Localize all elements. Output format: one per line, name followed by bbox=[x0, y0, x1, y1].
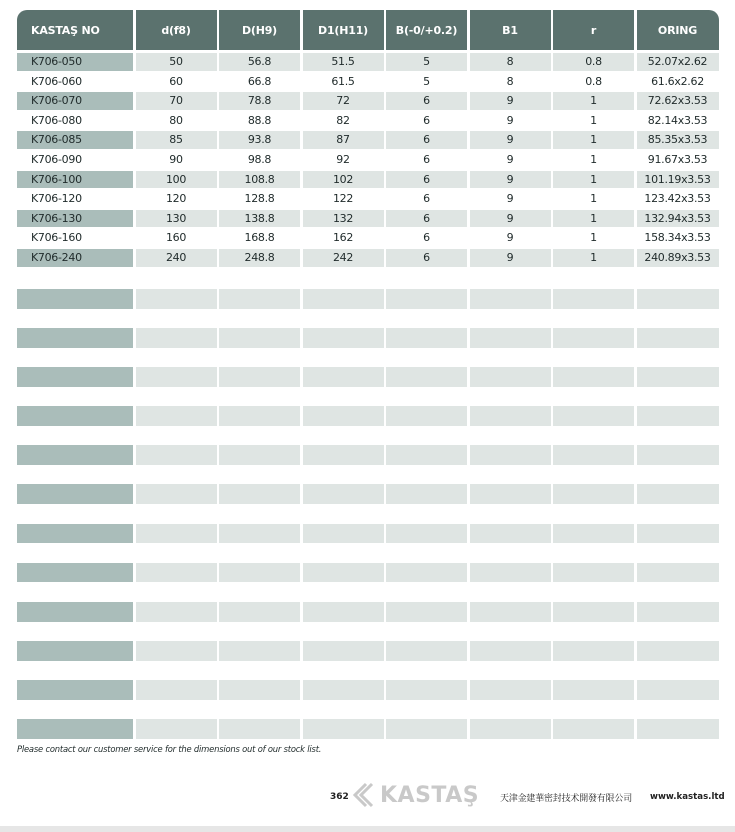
table-cell: 90 bbox=[136, 151, 217, 169]
blank-cell bbox=[303, 641, 384, 661]
table-row-cell-wrap bbox=[303, 53, 384, 73]
blank-cell bbox=[637, 367, 719, 387]
table-row-cell-wrap bbox=[386, 171, 467, 191]
blank-cell bbox=[219, 680, 300, 700]
table-cell: 6 bbox=[386, 151, 467, 169]
table-row-cell-wrap bbox=[219, 210, 300, 230]
blank-cell bbox=[17, 524, 133, 544]
blank-cell bbox=[17, 719, 133, 739]
table-cell: 6 bbox=[386, 131, 467, 149]
table-row-cell-wrap bbox=[303, 112, 384, 132]
blank-cell bbox=[17, 641, 133, 661]
table-cell: 123.42x3.53 bbox=[637, 190, 719, 208]
blank-cell bbox=[303, 602, 384, 622]
table-cell: 240.89x3.53 bbox=[637, 249, 719, 267]
table-cell: 9 bbox=[470, 131, 551, 149]
table-row-cell-wrap bbox=[386, 151, 467, 171]
table-cell: 9 bbox=[470, 210, 551, 228]
table-cell: 78.8 bbox=[219, 92, 300, 110]
table-row-cell-wrap bbox=[17, 151, 133, 171]
table-cell: 1 bbox=[553, 249, 634, 267]
table-row-cell-wrap bbox=[136, 53, 217, 73]
table-cell: 6 bbox=[386, 171, 467, 189]
table-cell: 1 bbox=[553, 210, 634, 228]
part-number-cell: K706-050 bbox=[17, 53, 133, 71]
table-row-cell-wrap bbox=[386, 112, 467, 132]
table-cell: 60 bbox=[136, 73, 217, 91]
blank-cell bbox=[219, 524, 300, 544]
column-header: ORING bbox=[637, 10, 719, 50]
table-row-cell-wrap bbox=[303, 171, 384, 191]
kastas-logo bbox=[352, 782, 479, 808]
blank-cell bbox=[136, 289, 217, 309]
part-number-cell: K706-160 bbox=[17, 229, 133, 247]
table-row-cell-wrap bbox=[553, 171, 634, 191]
table-cell: 240 bbox=[136, 249, 217, 267]
table-row-cell-wrap bbox=[17, 210, 133, 230]
logo-text: KASTAŞ bbox=[380, 782, 480, 808]
table-row-cell-wrap bbox=[219, 131, 300, 151]
table-cell: 8 bbox=[470, 53, 551, 71]
table-cell: 88.8 bbox=[219, 112, 300, 130]
table-row-cell-wrap bbox=[637, 73, 719, 93]
company-name: 天津金建華密封技术開發有限公司 bbox=[500, 794, 633, 804]
table-row-cell-wrap bbox=[470, 171, 551, 191]
blank-cell bbox=[553, 680, 634, 700]
table-row-cell-wrap bbox=[303, 73, 384, 93]
blank-cell bbox=[553, 602, 634, 622]
table-row-cell-wrap bbox=[553, 92, 634, 112]
blank-cell bbox=[553, 641, 634, 661]
blank-cell bbox=[637, 719, 719, 739]
table-row-cell-wrap bbox=[303, 190, 384, 210]
blank-cell bbox=[637, 680, 719, 700]
blank-cell bbox=[136, 367, 217, 387]
blank-cell bbox=[470, 406, 551, 426]
table-cell: 9 bbox=[470, 249, 551, 267]
table-row-cell-wrap bbox=[637, 131, 719, 151]
blank-cell bbox=[470, 484, 551, 504]
table-cell: 1 bbox=[553, 190, 634, 208]
blank-cell bbox=[386, 484, 467, 504]
table-cell: 8 bbox=[470, 73, 551, 91]
table-cell: 9 bbox=[470, 229, 551, 247]
table-row-cell-wrap bbox=[219, 92, 300, 112]
blank-cell bbox=[553, 445, 634, 465]
blank-cell bbox=[386, 328, 467, 348]
table-row-cell-wrap bbox=[553, 112, 634, 132]
part-number-cell: K706-090 bbox=[17, 151, 133, 169]
blank-cell bbox=[386, 563, 467, 583]
blank-cell bbox=[17, 563, 133, 583]
table-row-cell-wrap bbox=[470, 210, 551, 230]
table-cell: 122 bbox=[303, 190, 384, 208]
table-cell: 51.5 bbox=[303, 53, 384, 71]
table-row-cell-wrap bbox=[219, 249, 300, 269]
blank-cell bbox=[17, 680, 133, 700]
blank-cell bbox=[17, 602, 133, 622]
table-cell: 1 bbox=[553, 131, 634, 149]
table-row-cell-wrap bbox=[637, 112, 719, 132]
table-row-cell-wrap bbox=[303, 229, 384, 249]
table-cell: 9 bbox=[470, 151, 551, 169]
table-cell: 9 bbox=[470, 171, 551, 189]
blank-cell bbox=[637, 445, 719, 465]
table-row-cell-wrap bbox=[219, 171, 300, 191]
table-row-cell-wrap bbox=[386, 53, 467, 73]
table-row-cell-wrap bbox=[553, 131, 634, 151]
table-row-cell-wrap bbox=[219, 73, 300, 93]
table-cell: 5 bbox=[386, 53, 467, 71]
table-cell: 9 bbox=[470, 190, 551, 208]
table-row-cell-wrap bbox=[303, 210, 384, 230]
table-cell: 1 bbox=[553, 151, 634, 169]
blank-cell bbox=[219, 641, 300, 661]
table-row-cell-wrap bbox=[470, 229, 551, 249]
table-cell: 138.8 bbox=[219, 210, 300, 228]
table-row-cell-wrap bbox=[17, 73, 133, 93]
blank-cell bbox=[386, 289, 467, 309]
table-row-cell-wrap bbox=[386, 229, 467, 249]
blank-cell bbox=[386, 680, 467, 700]
blank-cell bbox=[637, 289, 719, 309]
blank-cell bbox=[219, 445, 300, 465]
table-row-cell-wrap bbox=[17, 249, 133, 269]
table-cell: 1 bbox=[553, 112, 634, 130]
table-row-cell-wrap bbox=[553, 151, 634, 171]
blank-cell bbox=[136, 328, 217, 348]
blank-cell bbox=[136, 719, 217, 739]
table-cell: 50 bbox=[136, 53, 217, 71]
table-row-cell-wrap bbox=[386, 92, 467, 112]
blank-cell bbox=[17, 445, 133, 465]
blank-cell bbox=[303, 406, 384, 426]
table-row-cell-wrap bbox=[470, 112, 551, 132]
blank-cell bbox=[303, 680, 384, 700]
column-header: B(-0/+0.2) bbox=[386, 10, 467, 50]
blank-cell bbox=[470, 719, 551, 739]
table-row-cell-wrap bbox=[136, 229, 217, 249]
blank-cell bbox=[470, 524, 551, 544]
blank-cell bbox=[470, 328, 551, 348]
table-row-cell-wrap bbox=[136, 210, 217, 230]
blank-cell bbox=[136, 445, 217, 465]
table-row-cell-wrap bbox=[219, 229, 300, 249]
table-cell: 132 bbox=[303, 210, 384, 228]
part-number-cell: K706-070 bbox=[17, 92, 133, 110]
blank-cell bbox=[553, 563, 634, 583]
table-row-cell-wrap bbox=[136, 112, 217, 132]
table-cell: 6 bbox=[386, 229, 467, 247]
blank-cell bbox=[219, 328, 300, 348]
table-row-cell-wrap bbox=[637, 190, 719, 210]
table-row-cell-wrap bbox=[17, 229, 133, 249]
blank-cell bbox=[553, 367, 634, 387]
website-link[interactable]: www.kastas.ltd bbox=[650, 792, 725, 802]
table-row-cell-wrap bbox=[470, 131, 551, 151]
table-row-cell-wrap bbox=[553, 210, 634, 230]
blank-cell bbox=[219, 289, 300, 309]
blank-cell bbox=[17, 406, 133, 426]
blank-cell bbox=[303, 563, 384, 583]
table-row-cell-wrap bbox=[386, 190, 467, 210]
table-cell: 242 bbox=[303, 249, 384, 267]
blank-cell bbox=[17, 484, 133, 504]
table-cell: 6 bbox=[386, 249, 467, 267]
table-cell: 85 bbox=[136, 131, 217, 149]
table-cell: 0.8 bbox=[553, 53, 634, 71]
blank-cell bbox=[637, 484, 719, 504]
table-cell: 98.8 bbox=[219, 151, 300, 169]
table-cell: 87 bbox=[303, 131, 384, 149]
table-row-cell-wrap bbox=[470, 73, 551, 93]
blank-cell bbox=[17, 367, 133, 387]
blank-cell bbox=[136, 563, 217, 583]
table-cell: 6 bbox=[386, 210, 467, 228]
blank-cell bbox=[637, 406, 719, 426]
blank-cell bbox=[303, 445, 384, 465]
table-row-cell-wrap bbox=[17, 171, 133, 191]
table-cell: 6 bbox=[386, 112, 467, 130]
blank-cell bbox=[386, 641, 467, 661]
table-cell: 82.14x3.53 bbox=[637, 112, 719, 130]
table-row-cell-wrap bbox=[470, 249, 551, 269]
part-number-cell: K706-240 bbox=[17, 249, 133, 267]
table-row-cell-wrap bbox=[553, 190, 634, 210]
table-row-cell-wrap bbox=[637, 229, 719, 249]
table-cell: 72 bbox=[303, 92, 384, 110]
blank-cell bbox=[136, 641, 217, 661]
blank-cell bbox=[470, 641, 551, 661]
blank-cell bbox=[303, 328, 384, 348]
table-cell: 56.8 bbox=[219, 53, 300, 71]
blank-cell bbox=[470, 563, 551, 583]
table-row-cell-wrap bbox=[470, 190, 551, 210]
table-row-cell-wrap bbox=[17, 92, 133, 112]
table-cell: 160 bbox=[136, 229, 217, 247]
table-cell: 5 bbox=[386, 73, 467, 91]
table-row-cell-wrap bbox=[136, 73, 217, 93]
table-cell: 248.8 bbox=[219, 249, 300, 267]
blank-cell bbox=[470, 367, 551, 387]
blank-cell bbox=[303, 484, 384, 504]
part-number-cell: K706-085 bbox=[17, 131, 133, 149]
table-row-cell-wrap bbox=[17, 53, 133, 73]
table-cell: 128.8 bbox=[219, 190, 300, 208]
table-row-cell-wrap bbox=[136, 249, 217, 269]
blank-cell bbox=[136, 406, 217, 426]
table-cell: 6 bbox=[386, 92, 467, 110]
blank-cell bbox=[136, 524, 217, 544]
table-cell: 93.8 bbox=[219, 131, 300, 149]
blank-cell bbox=[303, 367, 384, 387]
blank-cell bbox=[637, 524, 719, 544]
column-header: r bbox=[553, 10, 634, 50]
table-row-cell-wrap bbox=[136, 92, 217, 112]
table-cell: 101.19x3.53 bbox=[637, 171, 719, 189]
table-row-cell-wrap bbox=[303, 151, 384, 171]
blank-cell bbox=[219, 406, 300, 426]
table-row-cell-wrap bbox=[553, 73, 634, 93]
table-cell: 108.8 bbox=[219, 171, 300, 189]
blank-cell bbox=[386, 406, 467, 426]
blank-cell bbox=[386, 602, 467, 622]
table-row-cell-wrap bbox=[303, 249, 384, 269]
blank-cell bbox=[17, 328, 133, 348]
table-cell: 162 bbox=[303, 229, 384, 247]
part-number-cell: K706-120 bbox=[17, 190, 133, 208]
table-cell: 132.94x3.53 bbox=[637, 210, 719, 228]
table-cell: 91.67x3.53 bbox=[637, 151, 719, 169]
blank-cell bbox=[219, 719, 300, 739]
blank-cell bbox=[637, 602, 719, 622]
blank-cell bbox=[219, 602, 300, 622]
blank-cell bbox=[17, 289, 133, 309]
table-row-cell-wrap bbox=[470, 53, 551, 73]
table-cell: 70 bbox=[136, 92, 217, 110]
blank-cell bbox=[386, 367, 467, 387]
table-row-cell-wrap bbox=[386, 131, 467, 151]
blank-cell bbox=[553, 328, 634, 348]
table-cell: 100 bbox=[136, 171, 217, 189]
blank-cell bbox=[637, 328, 719, 348]
part-number-cell: K706-130 bbox=[17, 210, 133, 228]
blank-cell bbox=[386, 524, 467, 544]
blank-table-rows bbox=[17, 289, 719, 739]
table-row-cell-wrap bbox=[470, 92, 551, 112]
table-row-cell-wrap bbox=[136, 190, 217, 210]
table-row-cell-wrap bbox=[637, 171, 719, 191]
blank-cell bbox=[470, 602, 551, 622]
table-cell: 80 bbox=[136, 112, 217, 130]
blank-cell bbox=[303, 719, 384, 739]
table-row-cell-wrap bbox=[219, 112, 300, 132]
column-header: D1(H11) bbox=[303, 10, 384, 50]
bottom-bar bbox=[0, 826, 735, 832]
table-row-cell-wrap bbox=[637, 151, 719, 171]
blank-cell bbox=[219, 367, 300, 387]
table-row-cell-wrap bbox=[553, 229, 634, 249]
blank-cell bbox=[637, 563, 719, 583]
blank-cell bbox=[136, 602, 217, 622]
part-number-cell: K706-080 bbox=[17, 112, 133, 130]
table-cell: 9 bbox=[470, 92, 551, 110]
table-row-cell-wrap bbox=[219, 151, 300, 171]
table-cell: 1 bbox=[553, 229, 634, 247]
table-cell: 72.62x3.53 bbox=[637, 92, 719, 110]
table-row-cell-wrap bbox=[637, 92, 719, 112]
blank-cell bbox=[553, 719, 634, 739]
blank-cell bbox=[553, 289, 634, 309]
table-row-cell-wrap bbox=[17, 190, 133, 210]
table-cell: 61.6x2.62 bbox=[637, 73, 719, 91]
column-header: D(H9) bbox=[219, 10, 300, 50]
blank-cell bbox=[470, 289, 551, 309]
part-number-cell: K706-060 bbox=[17, 73, 133, 91]
table-row-cell-wrap bbox=[17, 112, 133, 132]
blank-cell bbox=[553, 524, 634, 544]
blank-cell bbox=[303, 524, 384, 544]
dimension-table bbox=[17, 10, 719, 269]
blank-cell bbox=[386, 445, 467, 465]
table-cell: 0.8 bbox=[553, 73, 634, 91]
kastas-logo-icon bbox=[352, 782, 378, 808]
table-cell: 85.35x3.53 bbox=[637, 131, 719, 149]
table-row-cell-wrap bbox=[470, 151, 551, 171]
blank-cell bbox=[470, 680, 551, 700]
blank-cell bbox=[136, 680, 217, 700]
table-cell: 102 bbox=[303, 171, 384, 189]
blank-cell bbox=[553, 406, 634, 426]
table-row-cell-wrap bbox=[386, 249, 467, 269]
blank-cell bbox=[136, 484, 217, 504]
table-cell: 1 bbox=[553, 92, 634, 110]
column-header: d(f8) bbox=[136, 10, 217, 50]
blank-cell bbox=[553, 484, 634, 504]
blank-cell bbox=[303, 289, 384, 309]
column-header: B1 bbox=[470, 10, 551, 50]
table-cell: 61.5 bbox=[303, 73, 384, 91]
blank-cell bbox=[219, 484, 300, 504]
table-row-cell-wrap bbox=[553, 53, 634, 73]
table-row-cell-wrap bbox=[637, 210, 719, 230]
table-cell: 130 bbox=[136, 210, 217, 228]
blank-cell bbox=[637, 641, 719, 661]
table-row-cell-wrap bbox=[386, 210, 467, 230]
table-cell: 82 bbox=[303, 112, 384, 130]
table-cell: 92 bbox=[303, 151, 384, 169]
table-row-cell-wrap bbox=[136, 171, 217, 191]
table-row-cell-wrap bbox=[219, 190, 300, 210]
table-cell: 66.8 bbox=[219, 73, 300, 91]
stock-note: Please contact our customer service for the dimensions out of our stock list. bbox=[17, 744, 322, 754]
table-cell: 158.34x3.53 bbox=[637, 229, 719, 247]
table-row-cell-wrap bbox=[553, 249, 634, 269]
blank-cell bbox=[470, 445, 551, 465]
table-row-cell-wrap bbox=[136, 131, 217, 151]
page-number: 362 bbox=[330, 792, 349, 802]
table-cell: 168.8 bbox=[219, 229, 300, 247]
blank-cell bbox=[386, 719, 467, 739]
table-row-cell-wrap bbox=[386, 73, 467, 93]
column-header: KASTAŞ NO bbox=[17, 10, 133, 50]
blank-cell bbox=[219, 563, 300, 583]
table-row-cell-wrap bbox=[637, 249, 719, 269]
table-cell: 1 bbox=[553, 171, 634, 189]
part-number-cell: K706-100 bbox=[17, 171, 133, 189]
table-row-cell-wrap bbox=[17, 131, 133, 151]
table-row-cell-wrap bbox=[136, 151, 217, 171]
table-cell: 120 bbox=[136, 190, 217, 208]
table-row-cell-wrap bbox=[219, 53, 300, 73]
table-cell: 9 bbox=[470, 112, 551, 130]
table-row-cell-wrap bbox=[637, 53, 719, 73]
table-row-cell-wrap bbox=[303, 92, 384, 112]
table-row-cell-wrap bbox=[303, 131, 384, 151]
table-cell: 52.07x2.62 bbox=[637, 53, 719, 71]
table-cell: 6 bbox=[386, 190, 467, 208]
